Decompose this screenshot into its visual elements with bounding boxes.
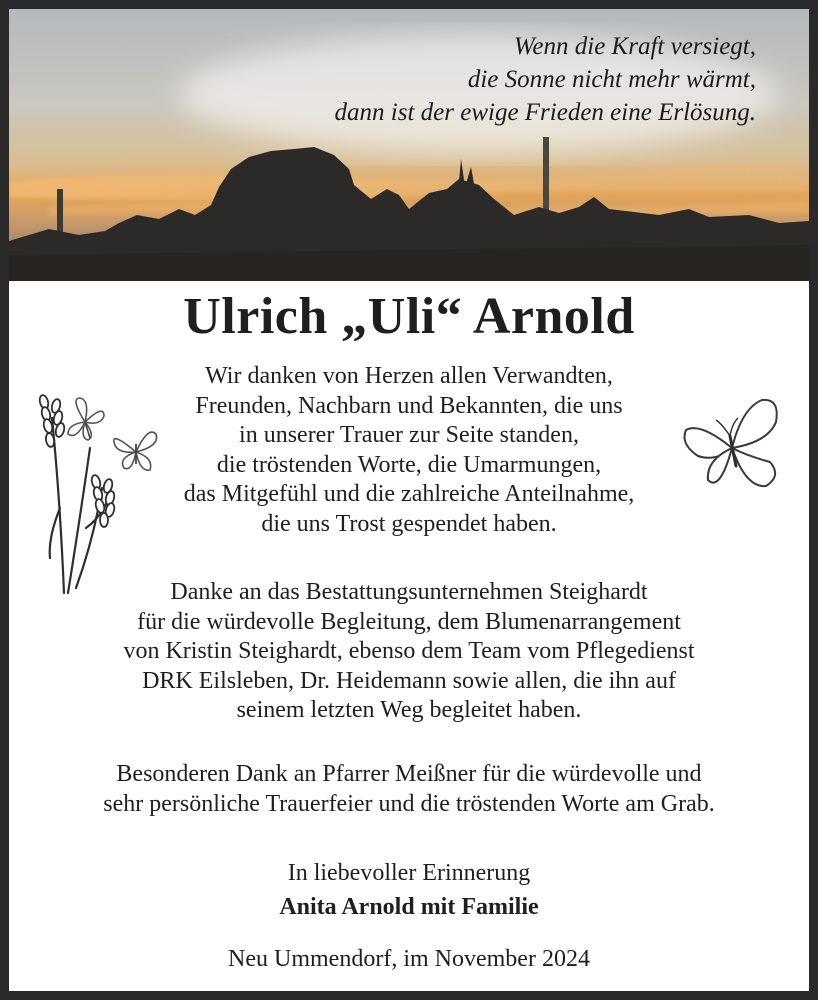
closing [0,856,818,924]
text-line: in unserer Trauer zur Seite standen, [239,422,579,448]
place-date: Neu Ummendorf, im November 2024 [228,946,590,972]
thanks-family-paragraph [0,362,818,539]
text-line: für die würdevolle Begleitung, dem Blumenarrangement [137,608,681,635]
text-line: Besonderen Dank an Pfarrer Meißner für die würdevolle und [116,761,702,787]
poem [196,30,756,129]
text-line: Danke an das Bestattungsunternehmen Steighardt [170,579,648,605]
poem-line: dann ist der ewige Frieden eine Erlösung. [334,99,756,126]
text-line: die uns Trost gespendet haben. [261,510,557,537]
text-line: seinem letzten Weg begleitet haben. [236,697,582,723]
text-line: die tröstenden Worte, die Umarmungen, [216,451,602,478]
text-line: das Mitgefühl und die zahlreiche Anteilnahme, [183,481,635,507]
poem-line: die Sonne nicht mehr wärmt, [467,66,756,93]
text-line: von Kristin Steighardt, ebenso dem Team vom Pflegedienst [123,638,695,664]
thanks-services-paragraph [0,578,818,726]
text-line: DRK Eilsleben, Dr. Heidemann sowie allen, die ihn auf [142,667,676,694]
closing-phrase: In liebevoller Erinnerung [287,860,531,886]
poem-line: Wenn die Kraft versiegt, [513,33,756,60]
deceased-name: Ulrich „Uli“ Arnold [183,288,635,345]
thanks-pastor-paragraph [0,760,818,819]
text-line: sehr persönliche Trauerfeier und die tröstenden Worte am Grab. [103,790,715,817]
text-line: Wir danken von Herzen allen Verwandten, [205,363,613,389]
text-line: Freunden, Nachbarn und Bekannten, die uns [195,392,623,419]
signature: Anita Arnold mit Familie [279,894,539,920]
